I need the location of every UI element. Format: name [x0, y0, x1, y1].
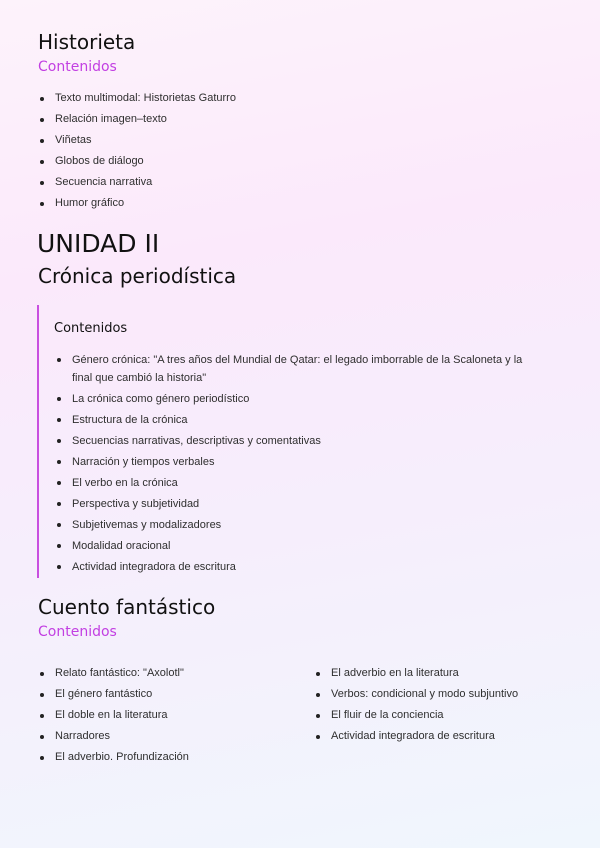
historieta-list: [38, 88, 236, 214]
historieta-title: Historieta: [38, 30, 136, 54]
list-item: Humor gráfico: [38, 193, 236, 214]
cuento-subtitle: Contenidos: [38, 624, 117, 640]
list-item: El fluir de la conciencia: [314, 705, 518, 726]
list-item: Actividad integradora de escritura: [314, 726, 518, 747]
cronica-list: [55, 351, 545, 579]
cuento-list-right: [314, 663, 518, 747]
cronica-contents-box: [37, 305, 559, 578]
unit-title: UNIDAD II: [37, 229, 160, 258]
list-item: El verbo en la crónica: [55, 474, 545, 495]
list-item: Relación imagen–texto: [38, 109, 236, 130]
list-item: Globos de diálogo: [38, 151, 236, 172]
list-item: Estructura de la crónica: [55, 411, 545, 432]
list-item: Narración y tiempos verbales: [55, 453, 545, 474]
list-item: El adverbio. Profundización: [38, 747, 189, 768]
list-item: Verbos: condicional y modo subjuntivo: [314, 684, 518, 705]
cuento-list-left: [38, 663, 189, 768]
list-item: Secuencias narrativas, descriptivas y comentativas: [55, 432, 545, 453]
list-item: Perspectiva y subjetividad: [55, 495, 545, 516]
list-item: Narradores: [38, 726, 189, 747]
cuento-title: Cuento fantástico: [38, 595, 216, 619]
list-item: Relato fantástico: "Axolotl": [38, 663, 189, 684]
list-item: Actividad integradora de escritura: [55, 558, 545, 579]
list-item: El género fantástico: [38, 684, 189, 705]
list-item: Modalidad oracional: [55, 537, 545, 558]
list-item: El adverbio en la literatura: [314, 663, 518, 684]
box-heading: Contenidos: [54, 321, 128, 336]
list-item: Género crónica: "A tres años del Mundial de Qatar: el legado imborrable de la Scaloneta y la final que cambió la historia": [55, 351, 545, 390]
list-item: Secuencia narrativa: [38, 172, 236, 193]
list-item: Viñetas: [38, 130, 236, 151]
historieta-subtitle: Contenidos: [38, 59, 117, 75]
list-item: La crónica como género periodístico: [55, 390, 545, 411]
list-item: Subjetivemas y modalizadores: [55, 516, 545, 537]
list-item: Texto multimodal: Historietas Gaturro: [38, 88, 236, 109]
list-item: El doble en la literatura: [38, 705, 189, 726]
cronica-title: Crónica periodística: [38, 264, 237, 288]
